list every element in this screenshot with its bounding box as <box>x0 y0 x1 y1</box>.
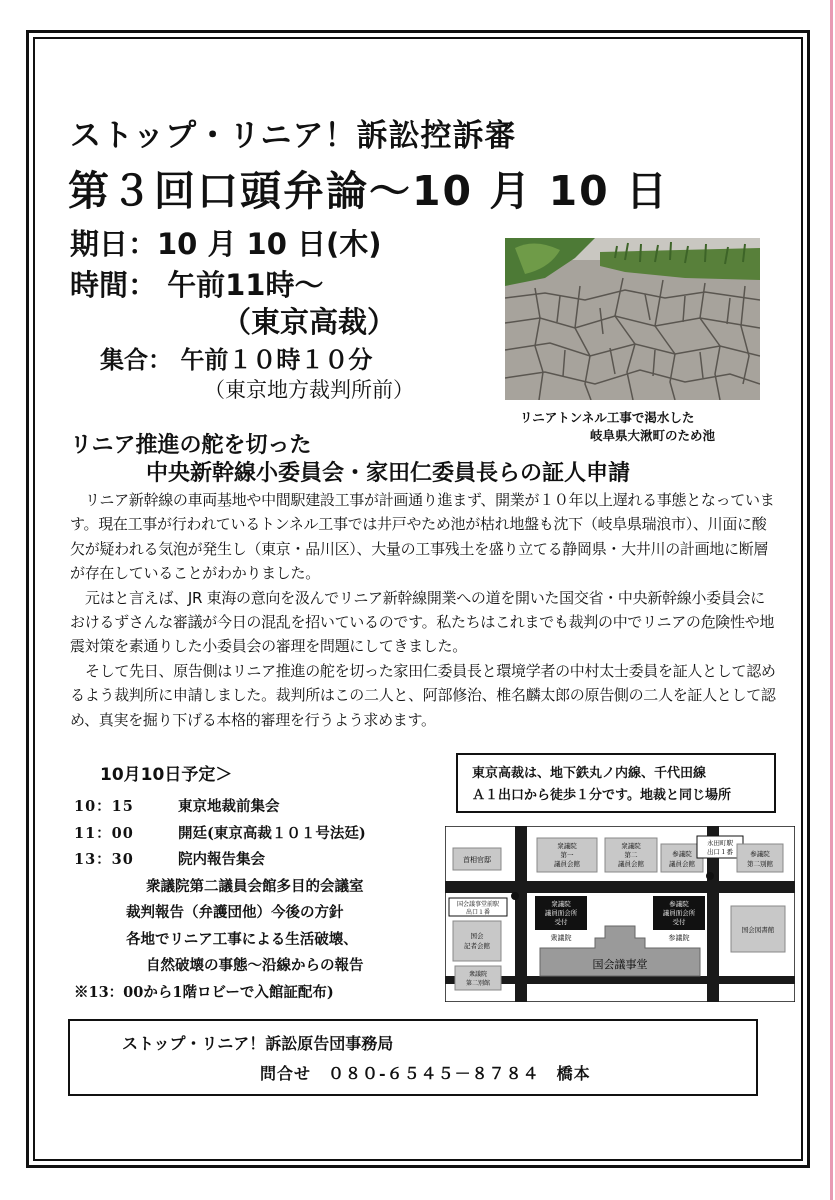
map-label: 衆議院 <box>621 842 641 850</box>
meeting-time: 集合： 午前１０時１０分 <box>100 346 373 374</box>
map-label: 国会 <box>470 932 484 940</box>
schedule-subitem: 裁判報告（弁護団他）今後の方針 <box>126 904 344 921</box>
area-map-drawing <box>445 826 795 1002</box>
map-label-pm-residence: 首相官邸 <box>463 856 491 864</box>
dried-pond-photo <box>505 238 760 400</box>
map-station-label: 国会議事堂前駅 <box>456 901 500 908</box>
meeting-place: （東京地方裁判所前） <box>204 378 414 402</box>
map-station-label: 出口１番 <box>707 848 733 856</box>
hearing-date: 期日：10 月 10 日(木) <box>70 227 382 261</box>
schedule-time: 10：15 <box>74 798 134 815</box>
schedule-item <box>74 821 366 848</box>
map-station-label: 永田町駅 <box>707 839 733 847</box>
schedule-desc: 東京地裁前集会 <box>178 798 280 815</box>
article-body <box>70 488 776 732</box>
map-label: 第二別館 <box>747 860 773 868</box>
schedule-time: 13：30 <box>74 851 134 868</box>
schedule-title: 10月10日予定＞ <box>100 765 233 785</box>
article-heading-2: 中央新幹線小委員会・家田仁委員長らの証人申請 <box>146 461 631 486</box>
article-heading-1: リニア推進の舵を切った <box>70 433 312 458</box>
organizer-name: ストップ・リニア！訴訟原告団事務局 <box>122 1034 394 1053</box>
map-label-diet: 国会議事堂 <box>592 958 648 971</box>
article-paragraph: そして先日、原告側はリニア推進の舵を切った家田仁委員長と環境学者の中村太士委員を証人として認めるよう裁判所に申請しました。裁判所はこの二人と、阿部修治、椎名麟太郎の原告側の二人を証人として認め、真実を掘り下げる本格的審理を行うよう求めます。 <box>70 661 776 729</box>
map-label: 受付 <box>554 918 568 926</box>
station-marker-icon <box>511 892 519 900</box>
access-line-2: Ａ１出口から徒歩１分です。地裁と同じ場所 <box>472 788 731 803</box>
map-label: 受付 <box>672 918 686 926</box>
map-label: 議員会館 <box>669 860 695 868</box>
schedule-note: ※13：00から1階ロビーで入館証配布) <box>74 983 334 1001</box>
map-label: 議員面会所 <box>662 909 696 917</box>
map-label: 参議院 <box>669 900 689 908</box>
title-line-2: 第３回口頭弁論～10 月 10 日 <box>68 167 669 215</box>
hearing-time: 時間： 午前11時～ <box>70 268 324 302</box>
page-edge <box>830 0 833 1200</box>
schedule-item <box>74 794 366 821</box>
map-station-label: 出口１番 <box>465 909 491 916</box>
article-paragraph: リニア新幹線の車両基地や中間駅建設工事が計画通り進まず、開業が１０年以上遅れる事態となっています。現在工事が行われているトンネル工事では井戸やため池が枯れ地盤も沈下（岐阜県瑞浪市）、川面に酸欠が疑われる気泡が発生し（東京・品川区）、大量の工事残土を盛り立てる静岡県・大井川の計画地に断層が存在していることがわかりました。 <box>70 491 775 583</box>
station-marker-icon <box>706 872 714 880</box>
photo-caption-1: リニアトンネル工事で渇水した <box>520 410 695 425</box>
court-name: （東京高裁） <box>222 305 397 339</box>
map-label: 参議院 <box>750 850 770 858</box>
map-label: 参議院 <box>672 850 692 858</box>
access-info-box <box>456 753 776 813</box>
map-label: 衆議院 <box>557 842 577 850</box>
schedule-desc: 開廷(東京高裁１０１号法廷) <box>178 824 366 842</box>
map-label: 国会図書館 <box>741 926 775 934</box>
area-map <box>445 826 795 1002</box>
map-label: 議員会館 <box>554 860 580 868</box>
map-label: 衆議院 <box>551 900 571 908</box>
map-label: 衆議院 <box>468 971 488 978</box>
contact-footer-box <box>68 1019 758 1096</box>
photo-caption-2: 岐阜県大湫町のため池 <box>590 428 716 443</box>
map-label: 衆議院 <box>550 934 572 942</box>
schedule-list <box>74 794 366 1006</box>
map-label: 第一 <box>560 851 574 859</box>
schedule-time: 11：00 <box>74 824 134 842</box>
title-line-1: ストップ・リニア！訴訟控訴審 <box>70 118 517 154</box>
access-line-1: 東京高裁は、地下鉄丸ノ内線、千代田線 <box>472 766 707 781</box>
map-label: 議員会館 <box>618 860 644 868</box>
map-label: 第二別館 <box>465 980 491 987</box>
schedule-subitem: 自然破壊の事態～沿線からの報告 <box>146 957 364 974</box>
schedule-item <box>74 847 366 874</box>
map-label: 参議院 <box>668 934 690 942</box>
schedule-subitem: 各地でリニア工事による生活破壊、 <box>126 930 358 948</box>
article-paragraph: 元はと言えば、JR 東海の意向を汲んでリニア新幹線開業への道を開いた国交省・中央新幹線小委員会におけるずさんな審議が今日の混乱を招いているのです。私たちはこれまでも裁判の中でリニアの危険性や地震対策を素通りした小委員会の審理を問題にしてきました。 <box>70 588 775 656</box>
map-label: 議員面会所 <box>544 909 578 917</box>
map-label: 第二 <box>624 851 638 859</box>
schedule-desc: 院内報告集会 <box>178 851 265 868</box>
schedule-subitem: 衆議院第二議員会館多目的会議室 <box>146 877 364 895</box>
contact-phone: 問合せ ０８０-６５４５－８７８４ 橋本 <box>260 1064 591 1083</box>
map-label: 記者会館 <box>464 942 490 950</box>
dried-pond-image <box>505 238 760 400</box>
